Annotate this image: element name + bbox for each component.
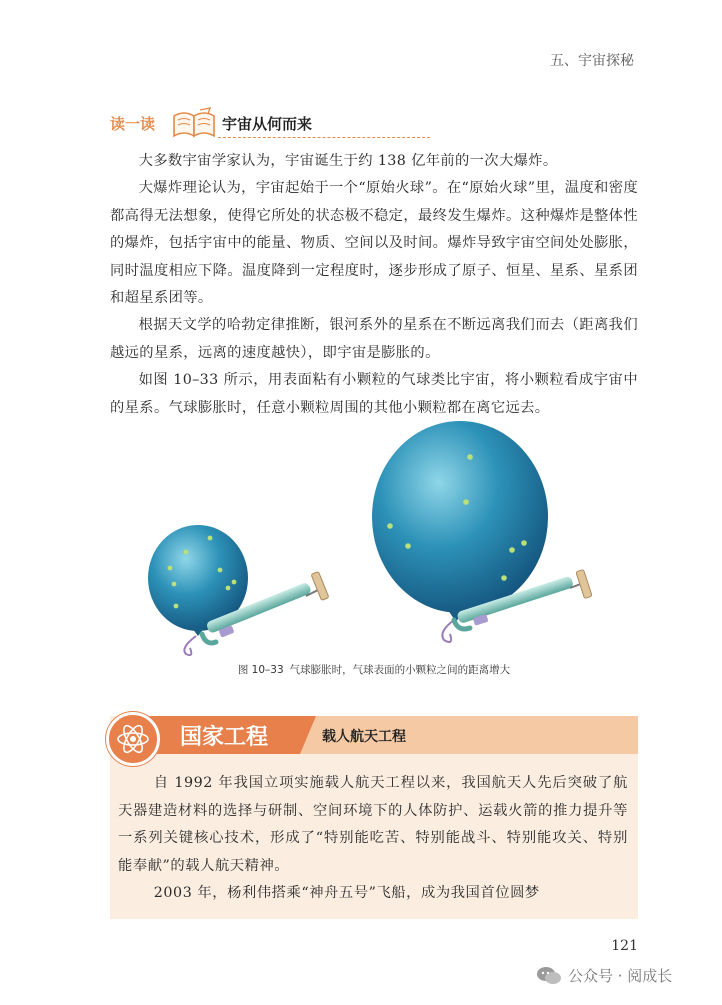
large-balloon — [372, 421, 548, 642]
engineering-title: 载人航天工程 — [322, 729, 406, 745]
paragraph: 根据天文学的哈勃定律推断，银河系外的星系在不断远离我们而去（距离我们越远的星系，远离的速度越快），即宇宙是膨胀的。 — [110, 317, 638, 361]
engineering-label: 国家工程 — [180, 725, 269, 750]
paragraph: 如图 10–33 所示，用表面粘有小颗粒的气球类比宇宙，将小颗粒看成宇宙中的星系。气球膨胀时，任意小颗粒周围的其他小颗粒都在离它远去。 — [110, 372, 638, 416]
page-number: 121 — [611, 938, 638, 954]
read-label: 读一读 — [110, 115, 156, 133]
read-section-heading — [110, 106, 430, 142]
engineering-header — [110, 716, 638, 754]
paragraph: 大多数宇宙学家认为，宇宙诞生于约 138 亿年前的一次大爆炸。 — [138, 153, 558, 169]
figure-caption — [110, 662, 638, 677]
balloon-figure — [110, 420, 638, 660]
figure-number: 图 10–33 — [237, 664, 284, 676]
balloon-illustration — [110, 420, 638, 660]
watermark — [536, 965, 672, 986]
small-balloon — [148, 525, 248, 655]
body-text — [110, 148, 638, 422]
figure-caption-text: 气球膨胀时，气球表面的小颗粒之间的距离增大 — [289, 664, 511, 676]
open-book-icon — [170, 106, 218, 140]
chapter-header: 五、宇宙探秘 — [550, 52, 634, 68]
wechat-icon — [536, 966, 562, 986]
paragraph: 2003 年，杨利伟搭乘“神舟五号”飞船，成为我国首位圆梦 — [153, 885, 540, 902]
national-engineering-box — [110, 716, 638, 919]
read-section-title: 宇宙从何而来 — [222, 115, 313, 133]
paragraph: 自 1992 年我国立项实施载人航天工程以来，我国航天人先后突破了航天器建造材料的选择与研制、空间环境下的人体防护、运载火箭的推力提升等一系列关键核心技术，形成了“特别能吃苦、特别能战斗、特别能攻关、特别能奉献”的载人航天精神。 — [118, 775, 628, 874]
engineering-text — [118, 770, 628, 908]
watermark-text: 公众号 · 阅成长 — [568, 967, 673, 985]
paragraph: 大爆炸理论认为，宇宙起始于一个“原始火球”。在“原始火球”里，温度和密度都高得无法想象，使得它所处的状态极不稳定，最终发生爆炸。这种爆炸是整体性的爆炸，包括宇宙中的能量、物质、空间以及时间。爆炸导致宇宙空间处处膨胀，同时温度相应下降。温度降到一定程度时，逐步形成了原子、恒星、星系、星系团和超星系团等。 — [110, 180, 638, 307]
atom-icon — [106, 712, 160, 766]
heading-underline — [218, 137, 430, 138]
